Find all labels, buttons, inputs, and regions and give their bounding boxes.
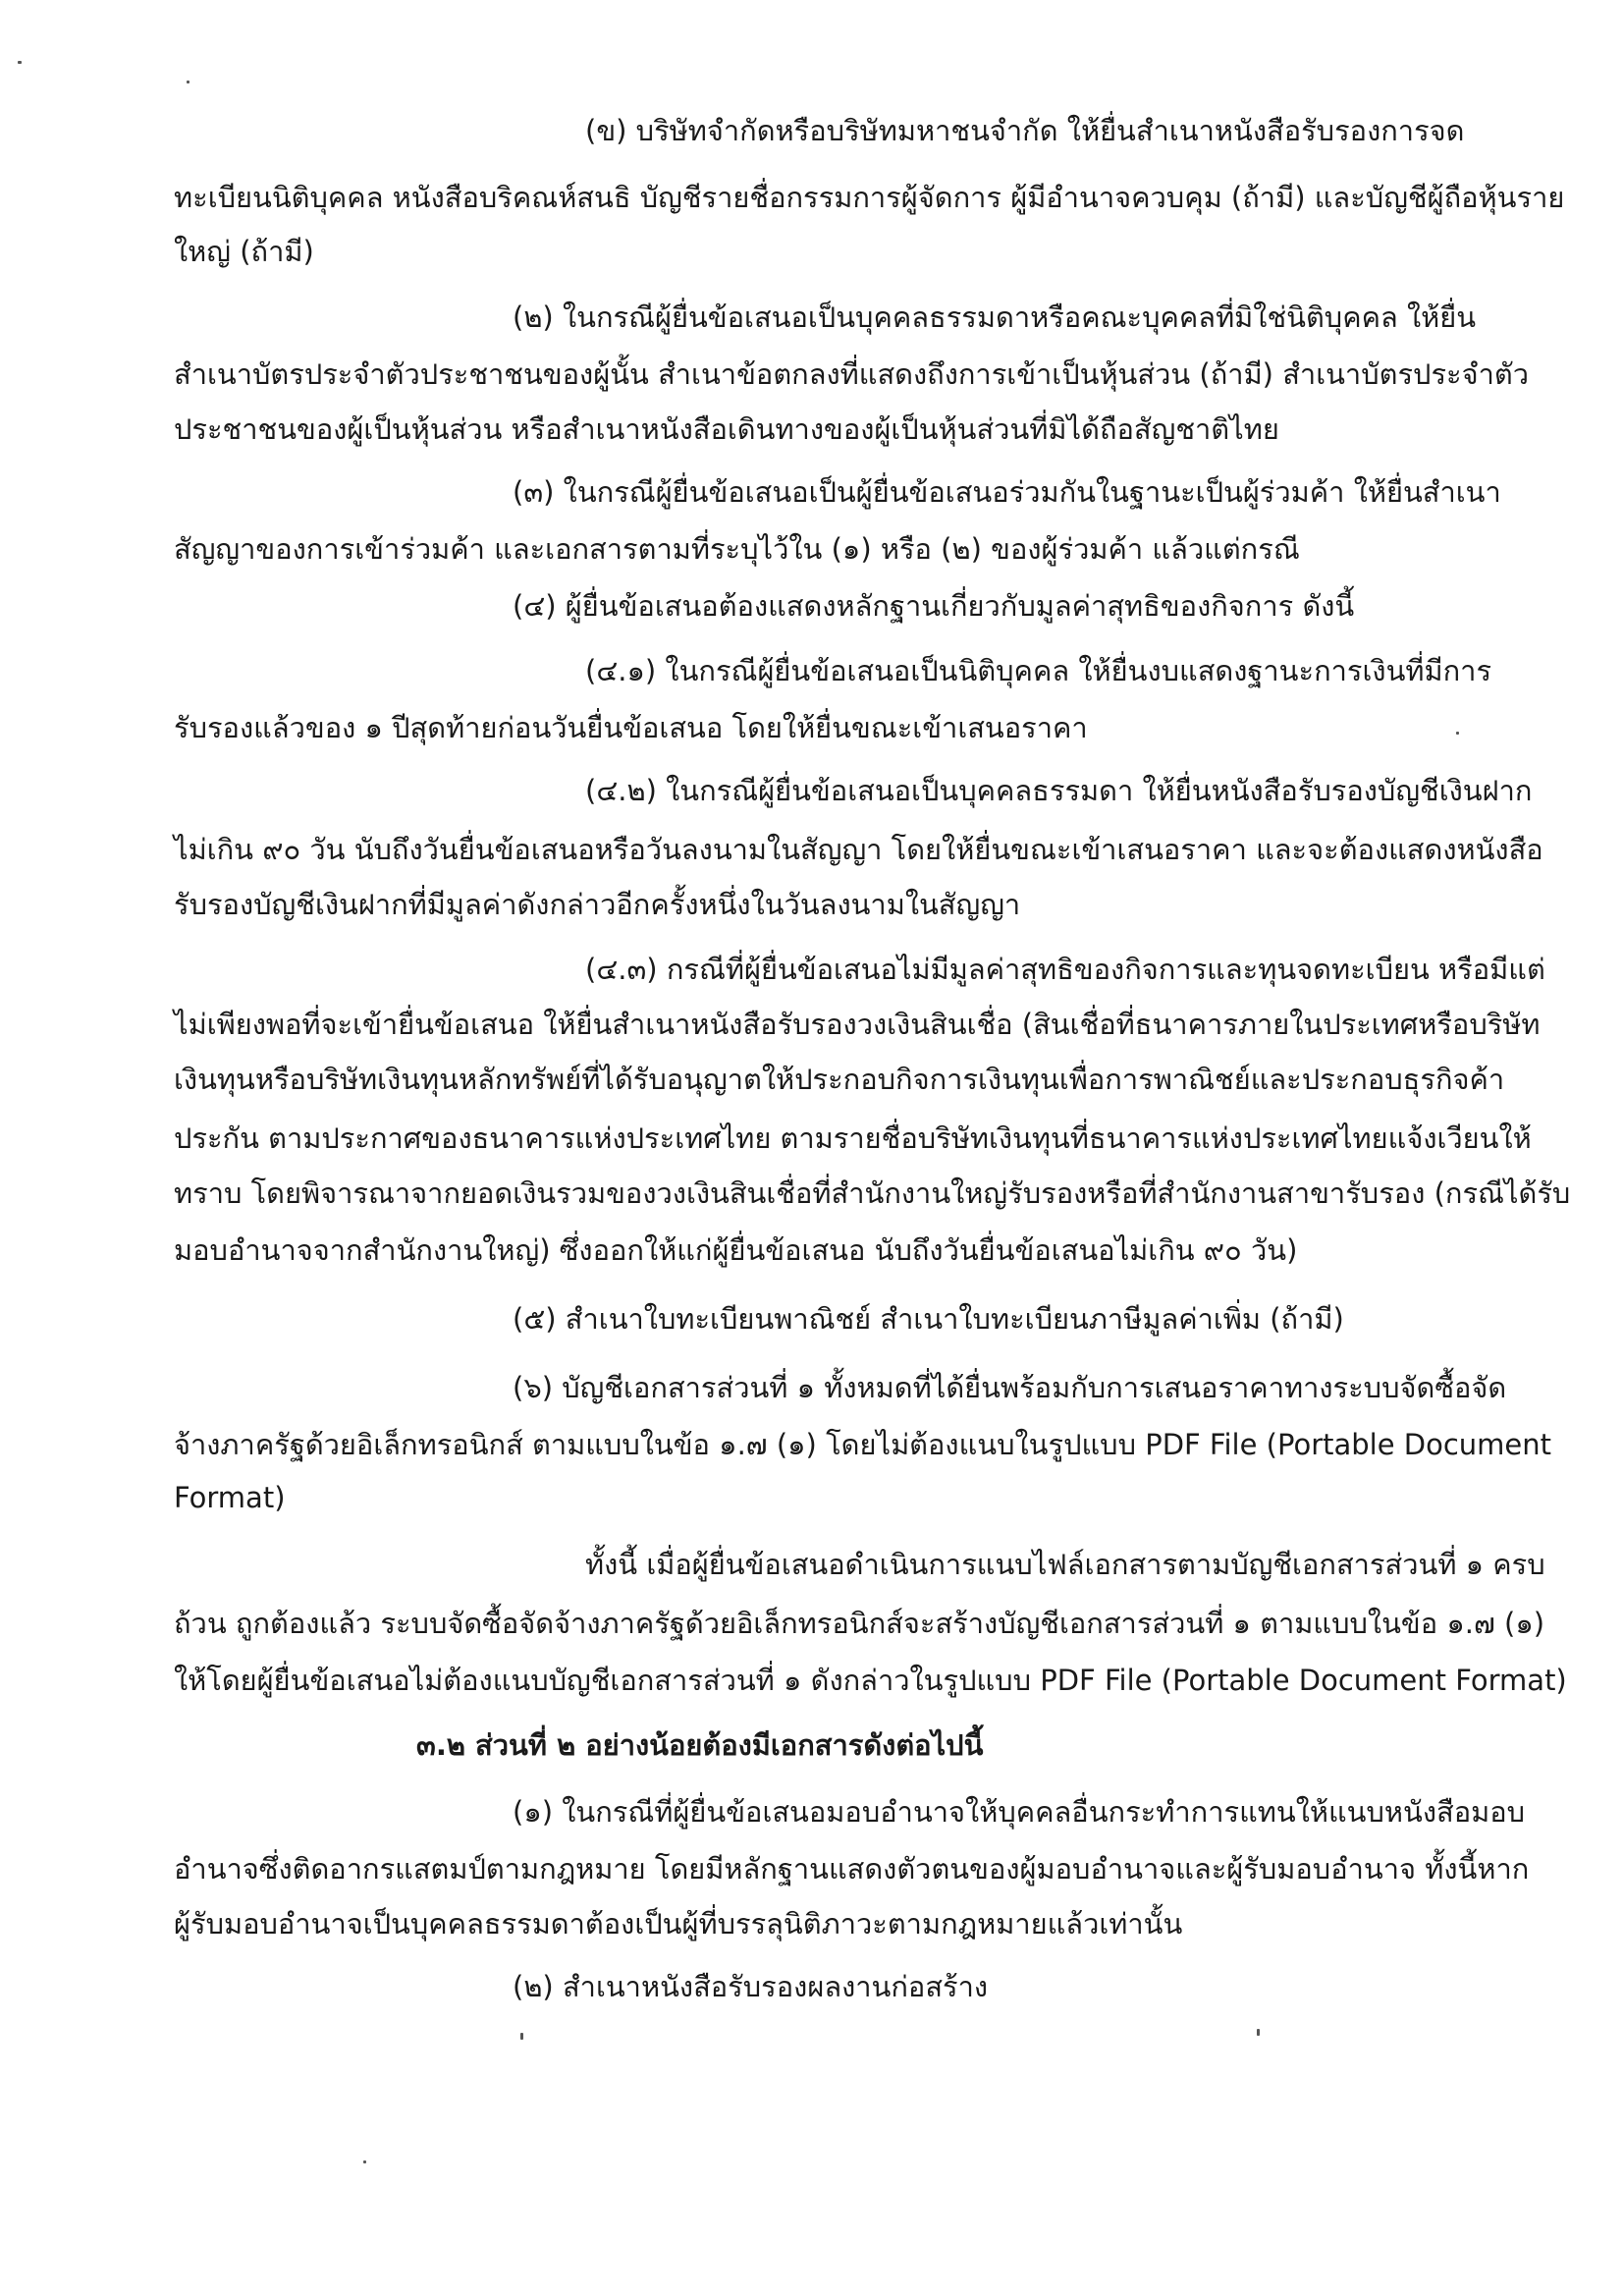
text-line: มอบอำนาจจากสำนักงานใหญ่) ซึ่งออกให้แก่ผู้ยื่นข้อเสนอ นับถึงวันยื่นข้อเสนอไม่เกิน ๙๐ วัน): [174, 1233, 1298, 1267]
text-line: (๕) สำเนาใบทะเบียนพาณิชย์ สำเนาใบทะเบียนภาษีมูลค่าเพิ่ม (ถ้ามี): [513, 1302, 1344, 1336]
text-line: สัญญาของการเข้าร่วมค้า และเอกสารตามที่ระบุไว้ใน (๑) หรือ (๒) ของผู้ร่วมค้า แล้วแต่กรณี: [174, 532, 1300, 566]
text-line: อำนาจซึ่งติดอากรแสตมป์ตามกฎหมาย โดยมีหลักฐานแสดงตัวตนของผู้มอบอำนาจและผู้รับมอบอำนาจ ทั้งนี้หาก: [174, 1852, 1530, 1886]
text-line: (๔.๒) ในกรณีผู้ยื่นข้อเสนอเป็นบุคคลธรรมดา ให้ยื่นหนังสือรับรองบัญชีเงินฝาก: [585, 774, 1533, 807]
text-line: ถ้วน ถูกต้องแล้ว ระบบจัดซื้อจัดจ้างภาครัฐด้วยอิเล็กทรอนิกส์จะสร้างบัญชีเอกสารส่วนที่ ๑ ตามแบบในข้อ ๑.๗ (๑): [174, 1607, 1545, 1640]
section-heading: ๓.๒ ส่วนที่ ๒ อย่างน้อยต้องมีเอกสารดังต่อไปนี้: [416, 1728, 984, 1762]
scan-speck: [1456, 732, 1459, 735]
text-line: ผู้รับมอบอำนาจเป็นบุคคลธรรมดาต้องเป็นผู้ที่บรรลุนิติภาวะตามกฎหมายแล้วเท่านั้น: [174, 1907, 1183, 1941]
text-line: ทราบ โดยพิจารณาจากยอดเงินรวมของวงเงินสินเชื่อที่สำนักงานใหญ่รับรองหรือที่สำนักงานสาขารับรอง (กรณีได้รับ: [174, 1176, 1571, 1210]
text-line: เงินทุนหรือบริษัทเงินทุนหลักทรัพย์ที่ได้รับอนุญาตให้ประกอบกิจการเงินทุนเพื่อการพาณิชย์และประกอบธุรกิจค้า: [174, 1063, 1505, 1096]
text-line: ไม่เกิน ๙๐ วัน นับถึงวันยื่นข้อเสนอหรือวันลงนามในสัญญา โดยให้ยื่นขณะเข้าเสนอราคา และจะต้องแสดงหนังสือ: [174, 833, 1543, 866]
text-line: Format): [174, 1481, 286, 1514]
scan-speck: [187, 81, 189, 83]
text-line: (๖) บัญชีเอกสารส่วนที่ ๑ ทั้งหมดที่ได้ยื่นพร้อมกับการเสนอราคาทางระบบจัดซื้อจัด: [513, 1371, 1507, 1404]
text-line: (๔.๑) ในกรณีผู้ยื่นข้อเสนอเป็นนิติบุคคล ให้ยื่นงบแสดงฐานะการเงินที่มีการ: [585, 654, 1492, 687]
text-line: ไม่เพียงพอที่จะเข้ายื่นข้อเสนอ ให้ยื่นสำเนาหนังสือรับรองวงเงินสินเชื่อ (สินเชื่อที่ธนาคารภายในประเทศหรือบริษัท: [174, 1008, 1541, 1041]
text-line: ทั้งนี้ เมื่อผู้ยื่นข้อเสนอดำเนินการแนบไฟล์เอกสารตามบัญชีเอกสารส่วนที่ ๑ ครบ: [585, 1548, 1545, 1581]
text-line: รับรองแล้วของ ๑ ปีสุดท้ายก่อนวันยื่นข้อเสนอ โดยให้ยื่นขณะเข้าเสนอราคา: [174, 711, 1088, 744]
scan-speck: [1257, 2029, 1260, 2036]
text-line: ใหญ่ (ถ้ามี): [174, 235, 314, 268]
text-line: (๔) ผู้ยื่นข้อเสนอต้องแสดงหลักฐานเกี่ยวกับมูลค่าสุทธิของกิจการ ดังนี้: [513, 589, 1355, 623]
scan-speck: [18, 61, 22, 64]
text-line: สำเนาบัตรประจำตัวประชาชนของผู้นั้น สำเนาข้อตกลงที่แสดงถึงการเข้าเป็นหุ้นส่วน (ถ้ามี) สำเนาบัตรประจำตัว: [174, 357, 1529, 391]
text-line: ให้โดยผู้ยื่นข้อเสนอไม่ต้องแนบบัญชีเอกสารส่วนที่ ๑ ดังกล่าวในรูปแบบ PDF File (Portable Document Format): [174, 1664, 1567, 1697]
text-line: จ้างภาครัฐด้วยอิเล็กทรอนิกส์ ตามแบบในข้อ ๑.๗ (๑) โดยไม่ต้องแนบในรูปแบบ PDF File (Portable Document: [174, 1428, 1552, 1461]
scan-speck: [520, 2033, 523, 2040]
text-line: (๓) ในกรณีผู้ยื่นข้อเสนอเป็นผู้ยื่นข้อเสนอร่วมกันในฐานะเป็นผู้ร่วมค้า ให้ยื่นสำเนา: [513, 475, 1501, 509]
text-line: (๑) ในกรณีที่ผู้ยื่นข้อเสนอมอบอำนาจให้บุคคลอื่นกระทำการแทนให้แนบหนังสือมอบ: [513, 1795, 1526, 1829]
text-line: ทะเบียนนิติบุคคล หนังสือบริคณห์สนธิ บัญชีรายชื่อกรรมการผู้จัดการ ผู้มีอำนาจควบคุม (ถ้ามี) และบัญชีผู้ถือหุ้นราย: [174, 181, 1565, 214]
text-line: ประกัน ตามประกาศของธนาคารแห่งประเทศไทย ตามรายชื่อบริษัทเงินทุนที่ธนาคารแห่งประเทศไทยแจ้งเวียนให้: [174, 1121, 1532, 1155]
scan-speck: [363, 2160, 366, 2163]
text-line: (๔.๓) กรณีที่ผู้ยื่นข้อเสนอไม่มีมูลค่าสุทธิของกิจการและทุนจดทะเบียน หรือมีแต่: [585, 953, 1545, 986]
text-line: (๒) ในกรณีผู้ยื่นข้อเสนอเป็นบุคคลธรรมดาหรือคณะบุคคลที่มิใช่นิติบุคคล ให้ยื่น: [513, 301, 1477, 334]
text-line: (๒) สำเนาหนังสือรับรองผลงานก่อสร้าง: [513, 1970, 989, 2003]
text-line: รับรองบัญชีเงินฝากที่มีมูลค่าดังกล่าวอีกครั้งหนึ่งในวันลงนามในสัญญา: [174, 888, 1021, 921]
text-line: (ข) บริษัทจำกัดหรือบริษัทมหาชนจำกัด ให้ยื่นสำเนาหนังสือรับรองการจด: [585, 114, 1465, 147]
text-line: ประชาชนของผู้เป็นหุ้นส่วน หรือสำเนาหนังสือเดินทางของผู้เป็นหุ้นส่วนที่มิได้ถือสัญชาติไทย: [174, 412, 1279, 446]
